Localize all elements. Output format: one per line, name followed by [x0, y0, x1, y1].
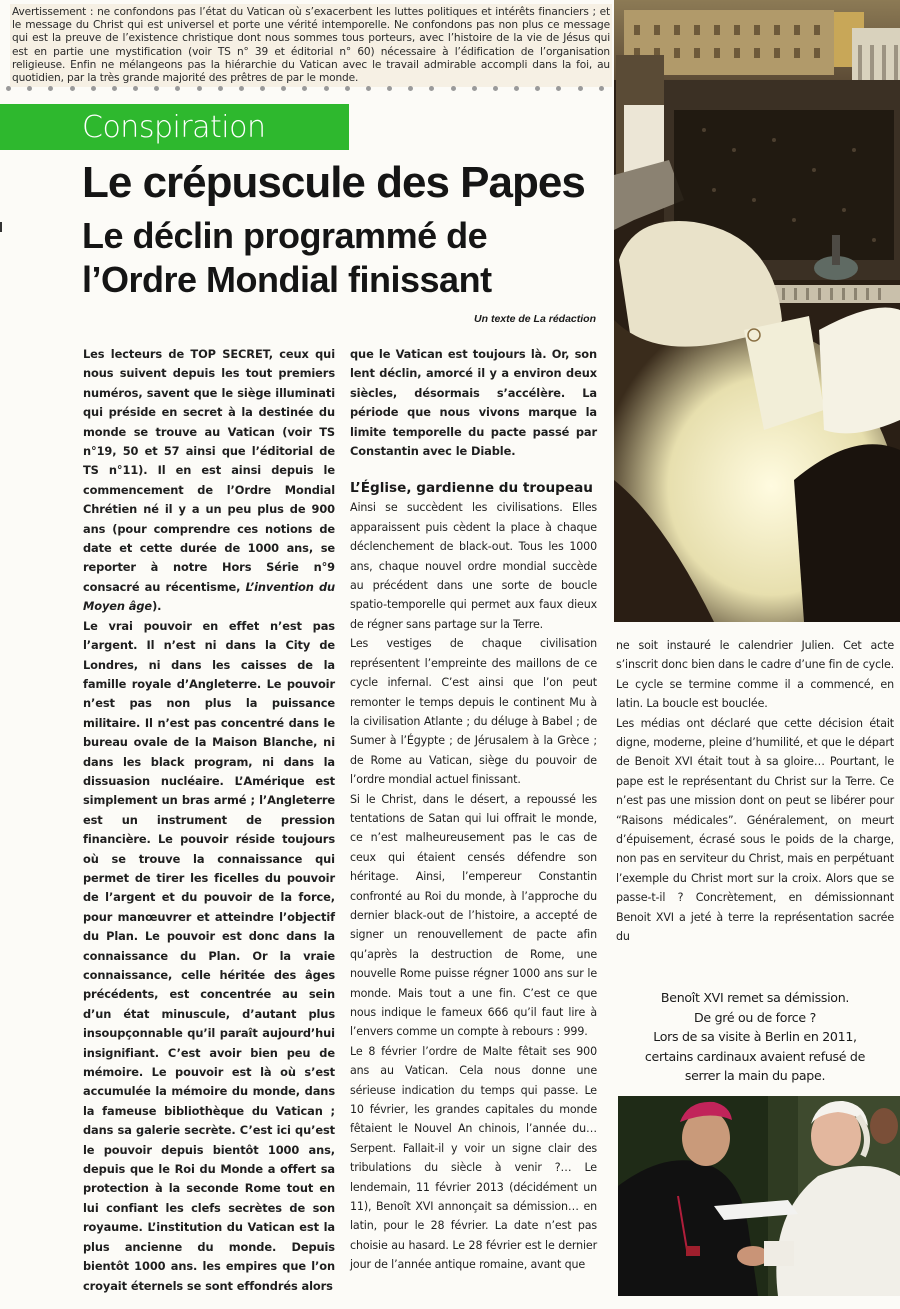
- article-subtitle: [82, 214, 492, 302]
- section-heading: L’Église, gardienne du troupeau: [350, 480, 593, 497]
- paragraph: Si le Christ, dans le désert, a repoussé les tentations de Satan qui lui offrait le monde, ce n’est malheureusement pas le cas de ceux qui étaient censés défendre son héritage. Ainsi, l’empereur Constantin confronté au Roi du monde, à l’approche du dernier black-out de l’histoire, a accepté de signer un renouvellement de pacte afin qu’après la destruction de Rome, une nouvelle Rome puisse régner 1000 ans sur le monde. Mais tout a une fin. C’est ce que nous indique le fameux 666 qu’il faut lire à l’envers comme un compte à rebours : 999.: [350, 792, 597, 1039]
- column-1: [83, 345, 335, 1296]
- lead-paragraph: que le Vatican est toujours là. Or, son lent déclin, amorcé il y a environ deux siècles, désormais s’accélère. La période que nous vivons marque la limite temporelle du pacte passé par Constantin avec le Diable.: [350, 347, 597, 459]
- caption-line: Benoît XVI remet sa démission.: [660, 990, 850, 1005]
- rubric-label: Conspiration: [82, 110, 266, 145]
- paragraph: Le vrai pouvoir en effet n’est pas l’argent. Il n’est ni dans la City de Londres, ni dans les caisses de la famille royale d’Angleterre. Le pouvoir n’est pas non plus la puissance militaire. Il n’est pas concentré dans le bureau ovale de la Maison Blanche, ni dans les black program, ni dans la dissuasion nucléaire. L’Amérique est simplement un bras armé ; l’Angleterre est un instrument de pression financière. Le pouvoir réside toujours où se trouve la connaissance qui permet de tirer les ficelles du pouvoir de l’argent et du pouvoir de la force, pour manœuvrer et atteindre l’objectif du Plan. Le pouvoir est donc dans la connaissance du Plan. Or la vraie connaissance, celle héritée des âges précédents, est concentrée au sein d’un état minuscule, d’autant plus insoupçonnable qu’il paraît aujourd’hui insignifiant. C’est avoir bien peu de mémoire. Le pouvoir est là où s’est accumulée la mémoire du monde, dans la fameuse bibliothèque du Vatican ; dans sa galerie secrète. C’est ici qu’est le pouvoir depuis bientôt 1000 ans, depuis que le Roi du Monde a offert sa protection à la seconde Rome tout en lui confiant les clefs secrètes de son royaume. L’institution du Vatican est la plus ancienne du monde. Depuis bientôt 1000 ans. les empires que l’on croyait éternels se sont effondrés alors: [83, 618, 335, 1293]
- photo-resignation-handshake: [618, 1096, 900, 1296]
- paragraph: Les médias ont déclaré que cette décision était digne, moderne, pleine d’humilité, et que le départ de Benoit XVI était tout à sa gloire… Pourtant, le pape est le représentant du Christ sur la Terre. Ce n’est pas une mission dont on peut se libérer pour “Raisons médicales”. Généralement, on meurt d’épuisement, écrasé sous le poids de la charge, non pas en serviteur du Christ, mais en perpétuant l’exemple du Christ mort sur la croix. Alors que se passe-t-il ? Concrètement, en démissionnant Benoit XVI a jeté à terre la représentation sacrée du: [616, 716, 894, 944]
- column-2: [350, 345, 597, 1275]
- subtitle-line-2: l’Ordre Mondial finissant: [82, 259, 492, 300]
- paragraph: Les vestiges de chaque civilisation représentent l’empreinte des maillons de ce cycle infernal. C’est ainsi que l’on peut remonter le temps depuis le continent Mu à la civilisation Atlante ; du déluge à Babel ; de Sumer à l’Égypte ; de Jérusalem à la Grèce ; de Rome au Vatican, siège du pouvoir de l’ordre mondial actuel finissant.: [350, 637, 597, 787]
- warning-notice: Avertissement : ne confondons pas l’état du Vatican où s’exacerbent les luttes politiques et intérêts financiers ; et le message du Christ qui est universel et porte une vérité intemporelle. Ne confondons pas non plus ce message qui est la preuve de l’existence christique dont nous sommes tous porteurs, avec l’histoire de la vie de Jésus qui est en partie une mystification (voir TS n° 39 et éditorial n° 60) nécessaire à l’édification de l’organisation religieuse. Enfin ne mélangeons pas la hiérarchie du Vatican avec le travail admirable accompli dans la foi, au quotidien, par la très grande majorité des prêtres de par le monde.: [10, 4, 612, 87]
- photo-illustration: [618, 1096, 900, 1296]
- paragraph: [83, 345, 335, 617]
- text-run: ).: [152, 599, 162, 614]
- text-run: Les lecteurs de TOP SECRET, ceux qui nous suivent depuis les tout premiers numéros, savent que le siège illuminati qui préside en secret à la destinée du monde se trouve au Vatican (voir TS n°19, 50 et 57 ainsi que l’éditorial de TS n°11). Il en est ainsi depuis le commencement de l’Ordre Mondial Chrétien né il y a un peu plus de 900 ans (pour comprendre ces notions de date et cette durée de 1000 ans, se reporter à notre Hors Série n°9 consacré au récentisme,: [83, 347, 335, 594]
- paragraph: Le 8 février l’ordre de Malte fêtait ses 900 ans au Vatican. Cela nous donne une sérieuse indication du temps qui passe. Le 10 février, les grandes capitales du monde fêtaient le Nouvel An chinois, l’année du… Serpent. Fallait-il y voir un signe clair des tribulations du siècle à venir ?… Le lendemain, 11 février 2013 (décidément un 11), Benoît XVI annonçait sa démission… en latin, pour le 28 février. La date n’est pas choisie au hasard. Le 28 février est le dernier jour de l’année antique romaine, avant que: [350, 1044, 597, 1272]
- photo-pope-balcony: [614, 0, 900, 622]
- article-title: Le crépuscule des Papes: [82, 158, 585, 207]
- caption-line: Lors de sa visite à Berlin en 2011,: [653, 1029, 857, 1045]
- byline: Un texte de La rédaction: [474, 313, 596, 325]
- book-title: L’invention du Moyen âge: [83, 579, 336, 614]
- photo-caption: [616, 988, 894, 1086]
- caption-line: certains cardinaux avaient refusé de: [644, 1048, 866, 1064]
- margin-mark: [0, 222, 2, 232]
- dotted-divider: [0, 86, 610, 94]
- rubric-banner: [0, 104, 349, 150]
- photo-illustration: [614, 0, 900, 622]
- caption-line: serrer la main du pape.: [684, 1068, 826, 1084]
- caption-line: De gré ou de force ?: [694, 1009, 816, 1025]
- subtitle-line-1: Le déclin programmé de: [82, 215, 488, 256]
- paragraph: Ainsi se succèdent les civilisations. Elles apparaissent puis cèdent la place à chaque déclenchement de black-out. Tous les 1000 ans, chaque nouvel ordre mondial succède au précédent dans une sorte de boucle spatio-temporelle qui permet aux faux dieux de régner sans partage sur la Terre.: [350, 501, 597, 631]
- column-3: [616, 636, 894, 947]
- paragraph: ne soit instauré le calendrier Julien. Cet acte s’inscrit donc bien dans le cadre d’une fin de cycle. Le cycle se termine comme il a commencé, en latin. La boucle est bouclée.: [616, 639, 894, 711]
